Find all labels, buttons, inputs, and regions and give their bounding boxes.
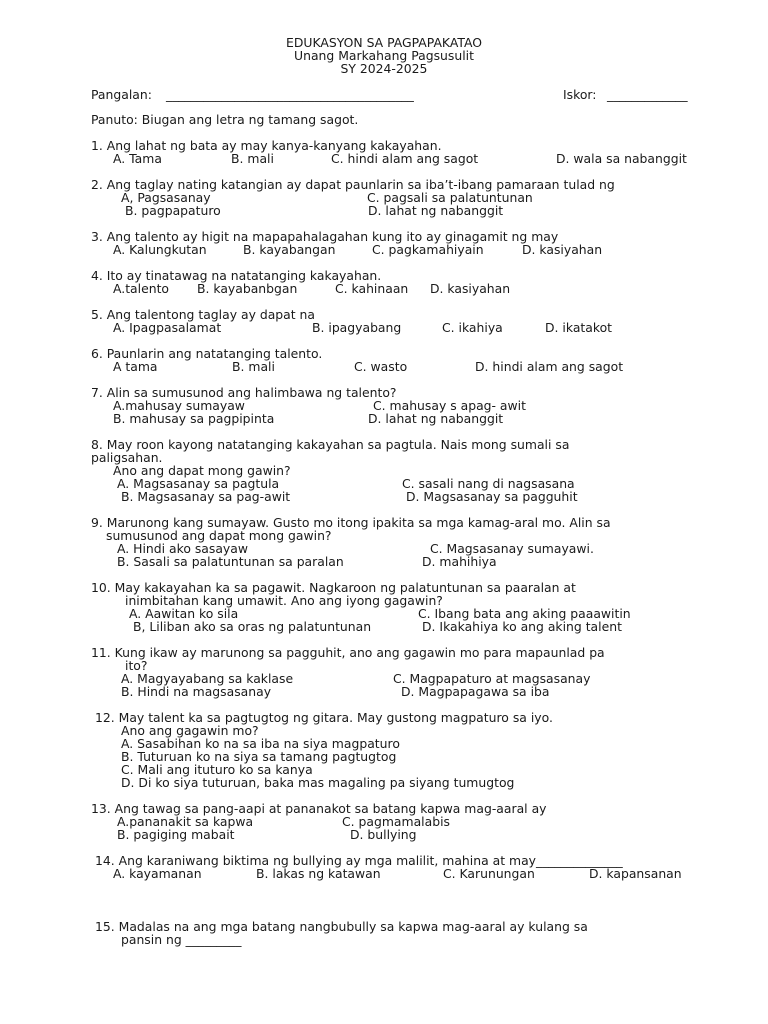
choice-13c: C. pagmamalabis	[342, 814, 450, 829]
instruction: Panuto: Biugan ang letra ng tamang sagot.	[91, 112, 359, 127]
question-9-line2: sumusunod ang dapat mong gawin?	[106, 528, 332, 543]
question-10-line2: inimbitahan kang umawit. Ano ang iyong gagawin?	[125, 593, 443, 608]
choice-10d: D. Ikakahiya ko ang aking talent	[422, 619, 622, 634]
choice-10c: C. Ibang bata ang aking paaawitin	[418, 606, 631, 621]
question-15-line2: pansin ng _________	[121, 932, 242, 947]
exam-title: Unang Markahang Pagsusulit	[294, 48, 474, 63]
choice-9a: A. Hindi ako sasayaw	[117, 541, 248, 556]
choice-9c: C. Magsasanay sumayawi.	[430, 541, 594, 556]
choice-4a: A.talento	[113, 281, 170, 296]
choice-11c: C. Magpapaturo at magsasanay	[393, 671, 591, 686]
choice-3d: D. kasiyahan	[522, 242, 603, 257]
choice-5a: A. Ipagpasalamat	[113, 320, 222, 335]
choice-11d: D. Magpapagawa sa iba	[401, 684, 550, 699]
choice-14b: B. lakas ng katawan	[256, 866, 381, 881]
choice-14c: C. Karunungan	[443, 866, 535, 881]
choice-2c: C. pagsali sa palatuntunan	[367, 190, 533, 205]
choice-1a: A. Tama	[113, 151, 162, 166]
question-15: 15. Madalas na ang mga batang nangbubully sa kapwa mag-aaral ay kulang sa	[95, 919, 588, 934]
choice-5b: B. ipagyabang	[312, 320, 402, 335]
choice-7a: A.mahusay sumayaw	[113, 398, 245, 413]
choice-7d: D. lahat ng nabanggit	[368, 411, 504, 426]
question-1: 1. Ang lahat ng bata ay may kanya-kanyang kakayahan.	[91, 138, 442, 153]
choice-11a: A. Magyayabang sa kaklase	[121, 671, 294, 686]
choice-5d: D. ikatakot	[545, 320, 613, 335]
choice-1b: B. mali	[231, 151, 274, 166]
question-8-line2: paligsahan.	[91, 450, 163, 465]
choice-6a: A tama	[113, 359, 158, 374]
choice-2a: A, Pagsasanay	[121, 190, 211, 205]
choice-6c: C. wasto	[354, 359, 408, 374]
choice-13b: B. pagiging mabait	[117, 827, 235, 842]
score-label: Iskor:	[563, 87, 597, 102]
choice-12d: D. Di ko siya tuturuan, baka mas magaling pa siyang tumugtog	[121, 775, 515, 790]
choice-13d: D. bullying	[350, 827, 417, 842]
choice-1c: C. hindi alam ang sagot	[331, 151, 479, 166]
choice-10b: B, Liliban ako sa oras ng palatuntunan	[133, 619, 372, 634]
question-11: 11. Kung ikaw ay marunong sa pagguhit, ano ang gagawin mo para mapaunlad pa	[91, 645, 605, 660]
choice-12c: C. Mali ang ituturo ko sa kanya	[121, 762, 313, 777]
choice-13a: A.pananakit sa kapwa	[117, 814, 254, 829]
question-5: 5. Ang talentong taglay ay dapat na	[91, 307, 316, 322]
question-8-line3: Ano ang dapat mong gawin?	[113, 463, 291, 478]
question-2: 2. Ang taglay nating katangian ay dapat paunlarin sa iba’t-ibang pamaraan tulad ng	[91, 177, 615, 192]
choice-4d: D. kasiyahan	[430, 281, 511, 296]
question-11-line2: ito?	[125, 658, 148, 673]
choice-14a: A. kayamanan	[113, 866, 202, 881]
choice-9b: B. Sasali sa palatuntunan sa paralan	[117, 554, 344, 569]
choice-12b: B. Tuturuan ko na siya sa tamang pagtugtog	[121, 749, 397, 764]
question-8: 8. May roon kayong natatanging kakayahan sa pagtula. Nais mong sumali sa	[91, 437, 570, 452]
choice-3a: A. Kalungkutan	[113, 242, 207, 257]
question-4: 4. Ito ay tinatawag na natatanging kakayahan.	[91, 268, 382, 283]
choice-2d: D. lahat ng nabanggit	[368, 203, 504, 218]
choice-11b: B. Hindi na magsasanay	[121, 684, 272, 699]
choice-4c: C. kahinaan	[335, 281, 409, 296]
choice-6b: B. mali	[232, 359, 275, 374]
choice-12a: A. Sasabihan ko na sa iba na siya magpaturo	[121, 736, 400, 751]
question-12: 12. May talent ka sa pagtugtog ng gitara. May gustong magpaturo sa iyo.	[95, 710, 553, 725]
choice-6d: D. hindi alam ang sagot	[475, 359, 624, 374]
choice-2b: B. pagpapaturo	[125, 203, 221, 218]
choice-10a: A. Aawitan ko sila	[129, 606, 239, 621]
choice-7b: B. mahusay sa pagpipinta	[113, 411, 275, 426]
choice-8a: A. Magsasanay sa pagtula	[117, 476, 280, 491]
subject-title: EDUKASYON SA PAGPAPAKATAO	[286, 35, 482, 50]
choice-14d: D. kapansanan	[589, 866, 682, 881]
name-label: Pangalan:	[91, 87, 152, 102]
choice-8b: B. Magsasanay sa pag-awit	[121, 489, 291, 504]
question-9: 9. Marunong kang sumayaw. Gusto mo itong ipakita sa mga kamag-aral mo. Alin sa	[91, 515, 611, 530]
choice-7c: C. mahusay s apag- awit	[373, 398, 526, 413]
question-10: 10. May kakayahan ka sa pagawit. Nagkaroon ng palatuntunan sa paaralan at	[91, 580, 576, 595]
choice-3c: C. pagkamahiyain	[372, 242, 484, 257]
score-blank[interactable]: _____________	[607, 87, 688, 102]
question-14: 14. Ang karaniwang biktima ng bullying ay mga malilit, mahina at may______________	[95, 853, 623, 868]
choice-4b: B. kayabanbgan	[197, 281, 298, 296]
question-6: 6. Paunlarin ang natatanging talento.	[91, 346, 323, 361]
choice-5c: C. ikahiya	[442, 320, 503, 335]
question-12-line2: Ano ang gagawin mo?	[121, 723, 259, 738]
choice-3b: B. kayabangan	[243, 242, 336, 257]
choice-1d: D. wala sa nabanggit	[556, 151, 687, 166]
choice-8c: C. sasali nang di nagsasana	[402, 476, 575, 491]
question-7: 7. Alin sa sumusunod ang halimbawa ng talento?	[91, 385, 397, 400]
question-3: 3. Ang talento ay higit na mapapahalagahan kung ito ay ginagamit ng may	[91, 229, 559, 244]
school-year: SY 2024-2025	[340, 61, 428, 76]
choice-9d: D. mahihiya	[422, 554, 497, 569]
question-13: 13. Ang tawag sa pang-aapi at pananakot sa batang kapwa mag-aaral ay	[91, 801, 547, 816]
name-blank[interactable]: ________________________________________	[166, 87, 414, 102]
choice-8d: D. Magsasanay sa pagguhit	[406, 489, 578, 504]
